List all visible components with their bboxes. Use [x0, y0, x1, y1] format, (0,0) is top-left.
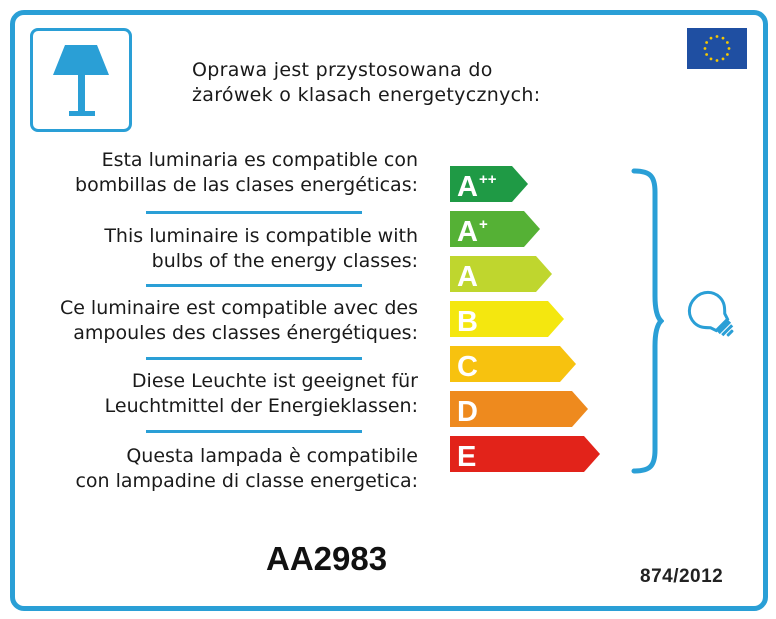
italian-statement: [75, 444, 418, 494]
statement-line: Leuchtmittel der Energieklassen:: [104, 395, 418, 417]
polish-line-1: Oprawa jest przystosowana do: [192, 59, 493, 81]
separator-line: [146, 211, 362, 214]
flag-star: [716, 59, 719, 62]
polish-statement: [192, 58, 540, 108]
statement-line: Esta luminaria es compatible con: [101, 149, 418, 171]
separator-line: [146, 284, 362, 287]
flag-star: [705, 53, 708, 56]
energy-class-label: D: [457, 396, 478, 428]
statement-line: Questa lampada è compatibile: [126, 445, 418, 467]
statement-line: This luminaire is compatible with: [104, 225, 418, 247]
french-statement: [60, 296, 418, 346]
flag-star: [705, 41, 708, 44]
separator-line: [146, 430, 362, 433]
flag-star: [726, 53, 729, 56]
statement-line: ampoules des classes énergétiques:: [73, 322, 418, 344]
statement-line: Ce luminaire est compatible avec des: [59, 297, 418, 319]
light-bulb-icon: [684, 287, 740, 343]
energy-class-label: A: [457, 261, 478, 293]
flag-star: [722, 57, 725, 60]
statement-line: bombillas de las clases energéticas:: [75, 174, 418, 196]
energy-class-label: C: [457, 351, 478, 383]
energy-class-scale: [450, 166, 610, 480]
flag-star: [716, 35, 719, 38]
energy-class-label: A+: [457, 216, 488, 248]
flag-star: [722, 37, 725, 40]
statement-line: bulbs of the energy classes:: [151, 250, 418, 272]
energy-class-7: [450, 436, 600, 473]
energy-class-4: [450, 301, 564, 338]
eu-flag-icon: [687, 28, 747, 69]
statement-line: Diese Leuchte ist geeignet für: [131, 370, 418, 392]
flag-star: [710, 37, 713, 40]
table-lamp-icon: [33, 31, 129, 129]
energy-class-1: [450, 166, 528, 203]
brace-icon: [630, 168, 664, 474]
separator-line: [146, 357, 362, 360]
polish-line-2: żarówek o klasach energetycznych:: [192, 84, 541, 106]
statement-line: con lampadine di classe energetica:: [75, 470, 418, 492]
english-statement: [104, 224, 418, 274]
energy-class-6: [450, 391, 588, 428]
flag-star: [710, 57, 713, 60]
model-number: AA2983: [266, 540, 388, 577]
energy-class-5: [450, 346, 576, 383]
energy-class-3: [450, 256, 552, 293]
flag-star: [726, 41, 729, 44]
regulation-number: 874/2012: [640, 566, 724, 587]
flag-star: [728, 47, 731, 50]
german-statement: [105, 369, 418, 419]
flag-star: [704, 47, 707, 50]
energy-class-label: B: [457, 306, 478, 338]
energy-class-2: [450, 211, 540, 248]
lamp-icon-box: [30, 28, 132, 132]
energy-class-label: E: [457, 441, 477, 473]
spanish-statement: [75, 148, 418, 198]
energy-class-label: A++: [457, 171, 497, 203]
